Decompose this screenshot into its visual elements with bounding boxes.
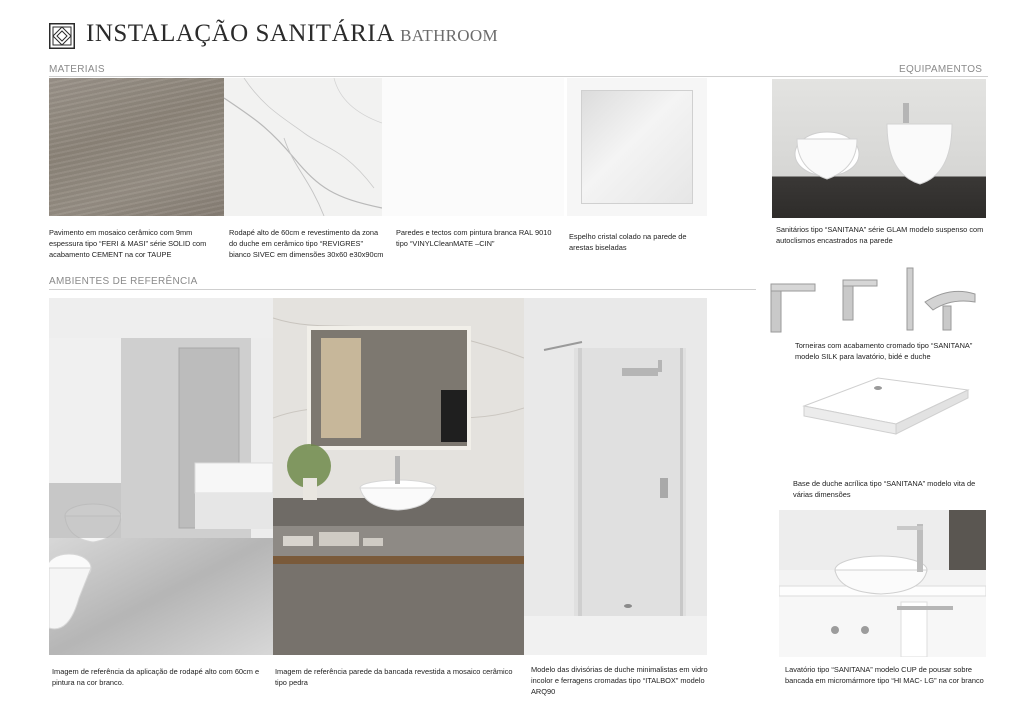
section-divider [49,76,988,77]
image-countertop-basin [779,510,986,657]
page-title [86,20,498,48]
caption-marble-tile: Rodapé alto de 60cm e revestimento da zona do duche em cerâmico tipo “REVIGRES” bianco SIVEC em dimensões 30x60 e30x90cm [229,228,384,259]
caption-reference-1: Imagem de referência da aplicação de rodapé alto com 60cm e pintura na cor branco. [52,667,260,687]
image-wall-hung-toilets [772,79,986,218]
page-title-sub: BATHROOM [400,26,498,45]
caption-reference-3: Modelo das divisórias de duche minimalistas em vidro incolor e ferragens cromadas tipo “ITALBOX” modelo ARQ90 [531,665,708,696]
caption-taps: Torneiras com acabamento cromado tipo “SANITANA” modelo SILK para lavatório, bidé e duche [795,341,973,361]
section-divider-references [49,289,756,290]
image-reference-shower-1 [524,298,707,655]
swatch-floor-tile [49,78,224,216]
image-shower-tray [800,376,972,442]
logo-icon [49,23,75,49]
section-label-references: AMBIENTES DE REFERÊNCIA [49,276,198,287]
page-title-main: INSTALAÇÃO SANITÁRIA [86,20,394,47]
image-reference-bathroom-2 [273,298,524,655]
caption-white-paint: Paredes e tectos com pintura branca RAL 9010 tipo “VINYLCleanMATE –CIN” [396,228,552,248]
caption-mirror: Espelho cristal colado na parede de arestas biseladas [569,232,687,252]
section-label-equipment: EQUIPAMENTOS [899,64,983,75]
swatch-white-paint [382,78,564,216]
caption-shower-tray: Base de duche acrílica tipo “SANITANA” modelo vita de várias dimensões [793,479,976,499]
mirror-glass [581,90,693,204]
caption-toilets: Sanitários tipo “SANITANA” série GLAM modelo suspenso com autoclismos encastrados na parede [776,225,984,245]
section-label-materials: MATERIAIS [49,64,105,75]
image-reference-bathroom-1 [49,298,273,655]
caption-floor-tile: Pavimento em mosaico cerâmico com 9mm espessura tipo “FERI & MASI” série SOLID com acabamento CEMENT na cor TAUPE [49,228,207,259]
caption-basin: Lavatório tipo “SANITANA” modelo CUP de pousar sobre bancada em micromármore tipo “HI MAC- LG” na cor branco [785,665,984,685]
image-chrome-taps [765,266,987,334]
caption-reference-2: Imagem de referência parede da bancada revestida a mosaico cerâmico tipo pedra [275,667,513,687]
swatch-marble-tile [224,78,382,216]
swatch-mirror [567,78,707,216]
